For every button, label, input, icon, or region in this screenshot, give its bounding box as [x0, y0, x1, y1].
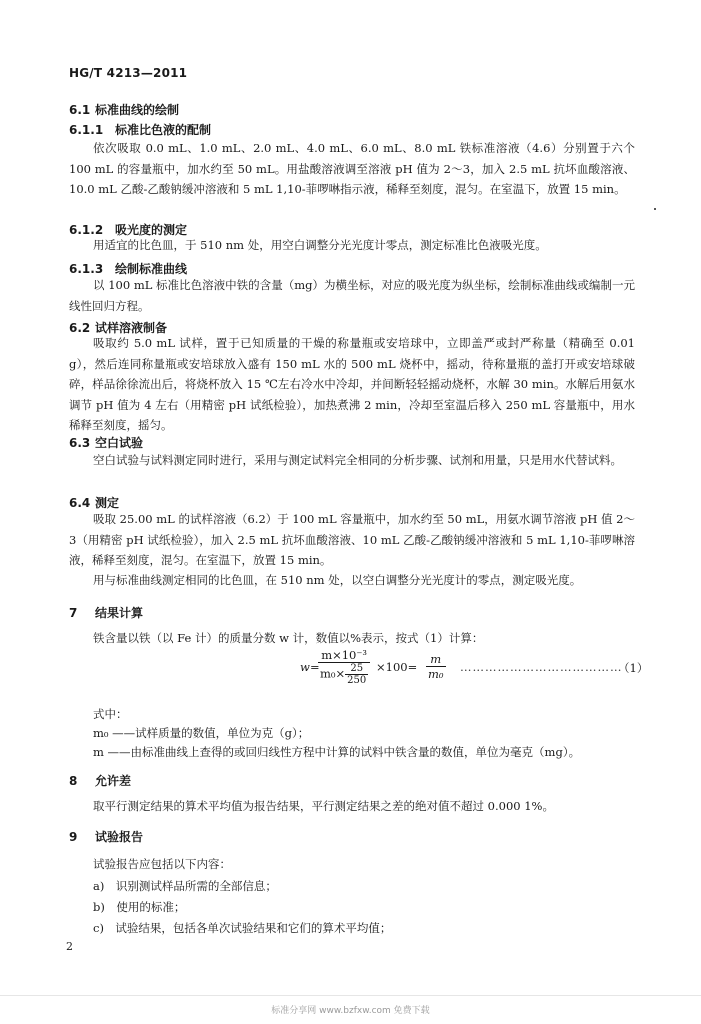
heading-title: 吸光度的测定	[115, 223, 188, 237]
heading-number: 9	[69, 830, 78, 844]
footer-rule	[0, 995, 701, 996]
formula-where: 式中：	[93, 707, 128, 721]
formula-label: （1）	[618, 661, 649, 675]
heading-title: 结果计算	[95, 606, 144, 620]
heading-7	[69, 604, 143, 621]
formula-lhs: w	[300, 660, 310, 674]
heading-9	[69, 828, 143, 845]
heading-6-3	[69, 434, 143, 451]
formula-leader-dots: …………………………………	[460, 660, 623, 674]
heading-number: 6.4	[69, 496, 91, 510]
heading-title: 空白试验	[95, 436, 144, 450]
heading-6-1	[69, 101, 179, 118]
paragraph-6-2: 吸取约 5.0 mL 试样，置于已知质量的干燥的称量瓶或安培球中，立即盖严或封严称量（精确至 0.01 g），然后连同称量瓶或安培球放入盛有 150 mL 水的 500 mL 烧杯中，摇动，待称量瓶的盖打开或安培球破碎，样品徐徐流出后，将烧杯放入 15 ℃左右冷水中冷却，并间断轻轻摇动烧杯，水解 30 min。水解后用氨水调节 pH 值为 4 左右（用精密 pH 试纸检验），加热煮沸 2 min，冷却至室温后移入 250 mL 容量瓶中，用水稀释至刻度，摇匀。	[69, 336, 635, 432]
page-number: 2	[66, 940, 73, 953]
heading-title: 测定	[95, 496, 120, 510]
formula-1	[300, 648, 649, 694]
paragraph-6-4-a: 吸取 25.00 mL 的试样溶液（6.2）于 100 mL 容量瓶中，加水约至 50 mL，用氨水调节溶液 pH 值 2～3（用精密 pH 试纸检验），加入 2.5 mL 抗坏血酸溶液、10 mL 乙酸-乙酸钠缓冲溶液和 5 mL 1,10-菲啰啉溶液，稀释至刻度，混匀。在室温下，放置 15 min。	[69, 512, 635, 567]
heading-number: 6.2	[69, 321, 91, 335]
heading-number: 6.3	[69, 436, 91, 450]
variable-m: m ——由标准曲线上查得的或回归线性方程中计算的试料中铁含量的数值，单位为毫克（mg）。	[93, 745, 581, 759]
heading-number: 8	[69, 774, 78, 788]
heading-title: 允许差	[95, 774, 132, 788]
list-item-b: b) 使用的标准；	[93, 900, 186, 914]
scan-speck	[654, 208, 656, 210]
watermark: 标准分享网 www.bzfxw.com 免费下载	[271, 1006, 430, 1016]
formula-denominator-prefix: m₀×	[320, 666, 346, 681]
heading-title: 标准曲线的绘制	[95, 103, 180, 117]
formula-rhs-fraction	[426, 652, 446, 681]
heading-number: 7	[69, 606, 78, 620]
paragraph-7-intro: 铁含量以铁（以 Fe 计）的质量分数 w 计，数值以%表示，按式（1）计算：	[93, 631, 484, 645]
paragraph-6-1-1: 依次吸取 0.0 mL、1.0 mL、2.0 mL、4.0 mL、6.0 mL、8.0 mL 铁标准溶液（4.6）分别置于六个 100 mL 的容量瓶中，加水约至 50 mL。用盐酸溶液调至溶液 pH 值为 2～3，加入 2.5 mL 抗坏血酸溶液、10.0 mL 乙酸-乙酸钠缓冲溶液和 5 mL 1,10-菲啰啉指示液，稀释至刻度，混匀。在室温下，放置 15 min。	[69, 141, 635, 196]
heading-number: 6.1.2	[69, 223, 104, 237]
paragraph-6-1-2: 用适宜的比色皿，于 510 nm 处，用空白调整分光光度计零点，测定标准比色液吸光度。	[93, 238, 547, 252]
heading-title: 试验报告	[95, 830, 144, 844]
formula-rhs-numerator: m	[426, 652, 446, 667]
list-item-c: c) 试验结果，包括各单次试验结果和它们的算术平均值；	[93, 921, 392, 935]
heading-number: 6.1	[69, 103, 91, 117]
heading-6-1-1	[69, 121, 211, 138]
heading-title: 绘制标准曲线	[115, 262, 188, 276]
paragraph-6-4-b: 用与标准曲线测定相同的比色皿，在 510 nm 处，以空白调整分光光度计的零点，测定吸光度。	[93, 573, 582, 587]
formula-equals: =	[310, 660, 320, 674]
heading-number: 6.1.3	[69, 262, 104, 276]
formula-rhs-denominator: m₀	[428, 667, 444, 681]
variable-m0: m₀ ——试样质量的数值，单位为克（g）；	[93, 726, 310, 740]
heading-8	[69, 772, 131, 789]
paragraph-6-1-3: 以 100 mL 标准比色溶液中铁的含量（mg）为横坐标，对应的吸光度为纵坐标，绘制标准曲线或编制一元线性回归方程。	[69, 278, 635, 313]
formula-numerator: m×10⁻³	[318, 648, 370, 663]
paragraph-9-intro: 试验报告应包括以下内容：	[93, 857, 231, 871]
paragraph-8: 取平行测定结果的算术平均值为报告结果，平行测定结果之差的绝对值不超过 0.000 1%。	[93, 799, 554, 813]
paragraph-6-3: 空白试验与试料测定同时进行，采用与测定试料完全相同的分析步骤、试剂和用量，只是用水代替试料。	[93, 453, 622, 467]
standard-code: HG/T 4213—2011	[69, 66, 188, 80]
formula-denominator	[318, 663, 370, 686]
formula-times-100: ×100=	[376, 660, 418, 674]
formula-inner-numerator: 25	[345, 663, 368, 675]
heading-title: 标准比色液的配制	[115, 123, 212, 137]
formula-main-fraction	[318, 648, 370, 686]
heading-number: 6.1.1	[69, 123, 104, 137]
heading-title: 试样溶液制备	[95, 321, 168, 335]
formula-inner-denominator: 250	[347, 675, 367, 686]
list-item-a: a) 识别测试样品所需的全部信息；	[93, 879, 277, 893]
formula-inner-fraction	[345, 663, 368, 686]
